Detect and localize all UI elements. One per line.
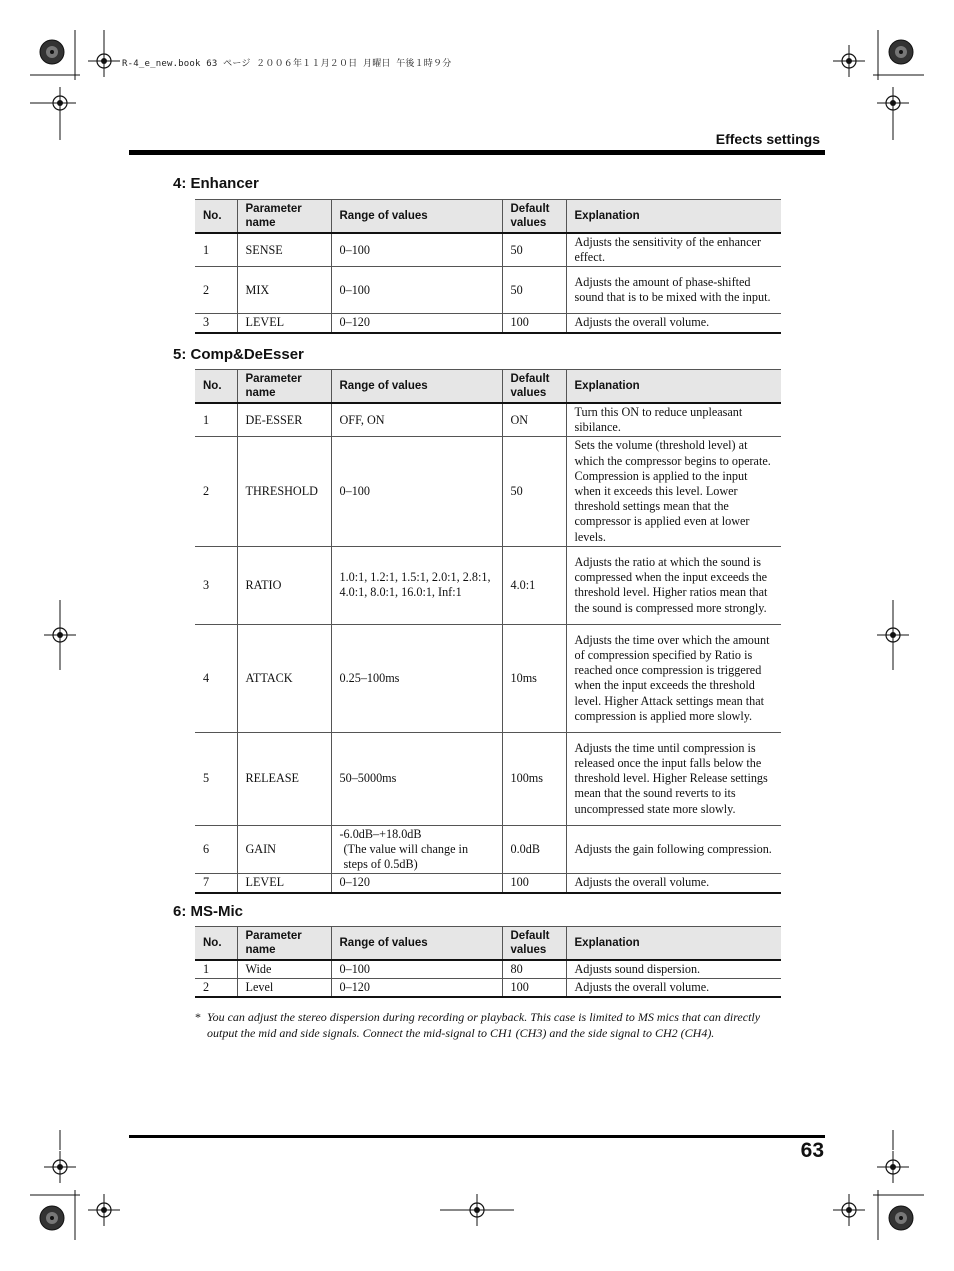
cell-explanation: Adjusts the amount of phase-shifted sound that is to be mixed with the input. — [566, 267, 781, 314]
cell-range: 0–120 — [331, 314, 502, 333]
cell-default: 50 — [502, 233, 566, 267]
cell-name: ATTACK — [237, 624, 331, 732]
footnote-marker: * — [195, 1010, 201, 1024]
cell-no: 2 — [195, 267, 237, 314]
cell-default: 100 — [502, 979, 566, 998]
cell-default: 50 — [502, 437, 566, 546]
table-row — [195, 546, 781, 624]
section-title-comp-deesser: 5: Comp&DeEsser — [173, 346, 304, 363]
col-header-no: No. — [195, 370, 237, 404]
table-row — [195, 403, 781, 437]
cell-range: 0–120 — [331, 979, 502, 998]
cell-range-note: (The value will change in steps of 0.5dB) — [343, 842, 469, 872]
cell-name: Wide — [237, 960, 331, 979]
table-row — [195, 960, 781, 979]
running-head: Effects settings — [715, 131, 820, 147]
cell-range — [331, 825, 502, 874]
cell-explanation: Adjusts the time over which the amount of compression specified by Ratio is reached once compression is triggered when the input exceeds the threshold level. Higher Attack settings mean that compression is applied more slowly. — [566, 624, 781, 732]
cell-explanation: Adjusts the ratio at which the sound is compressed when the input exceeds the threshold level. Higher ratios mean that the sound is compressed more strongly. — [566, 546, 781, 624]
cell-name: MIX — [237, 267, 331, 314]
cell-range: 0–120 — [331, 874, 502, 893]
page-number: 63 — [800, 1139, 824, 1162]
footnote-text: You can adjust the stereo dispersion during recording or playback. This case is limited to MS mics that can directly output the mid and side signals. Connect the mid-signal to CH1 (CH3) and the side signal to CH2 (CH4). — [207, 1010, 761, 1040]
cell-explanation: Adjusts the gain following compression. — [566, 825, 781, 874]
cell-no: 7 — [195, 874, 237, 893]
cell-default: 100 — [502, 314, 566, 333]
table-row — [195, 233, 781, 267]
cell-no: 2 — [195, 979, 237, 998]
ms-mic-table — [195, 926, 781, 998]
col-header-explanation: Explanation — [566, 927, 781, 961]
col-header-no: No. — [195, 927, 237, 961]
table-row — [195, 732, 781, 825]
cell-default: 10ms — [502, 624, 566, 732]
cell-name: GAIN — [237, 825, 331, 874]
col-header-no: No. — [195, 200, 237, 234]
col-header-parameter-name: Parameter name — [237, 200, 331, 234]
cell-explanation: Adjusts the overall volume. — [566, 979, 781, 998]
col-header-explanation: Explanation — [566, 200, 781, 234]
table-row — [195, 314, 781, 333]
bottom-rule — [129, 1135, 825, 1138]
cell-range: OFF, ON — [331, 403, 502, 437]
cell-explanation: Adjusts sound dispersion. — [566, 960, 781, 979]
cell-default: 100ms — [502, 732, 566, 825]
table-row — [195, 624, 781, 732]
enhancer-table — [195, 199, 781, 334]
cell-name: Level — [237, 979, 331, 998]
table-row — [195, 267, 781, 314]
cell-no: 5 — [195, 732, 237, 825]
cell-default: ON — [502, 403, 566, 437]
cell-name: THRESHOLD — [237, 437, 331, 546]
cell-explanation: Adjusts the overall volume. — [566, 314, 781, 333]
cell-default: 80 — [502, 960, 566, 979]
cell-no: 3 — [195, 546, 237, 624]
cell-default: 100 — [502, 874, 566, 893]
cell-range: 0–100 — [331, 267, 502, 314]
cell-name: SENSE — [237, 233, 331, 267]
cell-name: RELEASE — [237, 732, 331, 825]
cell-range: 50–5000ms — [331, 732, 502, 825]
col-header-parameter-name: Parameter name — [237, 370, 331, 404]
cell-no: 2 — [195, 437, 237, 546]
cell-no: 1 — [195, 960, 237, 979]
crop-header-text: R-4_e_new.book 63 ページ ２００６年１１月２０日 月曜日 午後１時９分 — [122, 59, 452, 69]
cell-no: 1 — [195, 233, 237, 267]
col-header-default: Default values — [502, 927, 566, 961]
cell-name: RATIO — [237, 546, 331, 624]
footnote — [195, 1009, 775, 1041]
cell-name: DE-ESSER — [237, 403, 331, 437]
table-row — [195, 979, 781, 998]
col-header-range: Range of values — [331, 370, 502, 404]
cell-explanation: Adjusts the sensitivity of the enhancer effect. — [566, 233, 781, 267]
cell-no: 3 — [195, 314, 237, 333]
cell-no: 1 — [195, 403, 237, 437]
cell-range: 0–100 — [331, 233, 502, 267]
cell-name: LEVEL — [237, 314, 331, 333]
cell-default: 0.0dB — [502, 825, 566, 874]
cell-range: 0–100 — [331, 437, 502, 546]
col-header-default: Default values — [502, 370, 566, 404]
cell-explanation: Adjusts the time until compression is released once the input falls below the threshold level. Higher Release settings mean that the sound reverts to its uncompressed state more slowly. — [566, 732, 781, 825]
cell-explanation: Turn this ON to reduce unpleasant sibilance. — [566, 403, 781, 437]
cell-range: 0.25–100ms — [331, 624, 502, 732]
table-row — [195, 874, 781, 893]
cell-default: 50 — [502, 267, 566, 314]
section-title-enhancer: 4: Enhancer — [173, 175, 259, 192]
cell-explanation: Adjusts the overall volume. — [566, 874, 781, 893]
col-header-explanation: Explanation — [566, 370, 781, 404]
cell-range: 0–100 — [331, 960, 502, 979]
table-row — [195, 437, 781, 546]
cell-no: 6 — [195, 825, 237, 874]
cell-range-value: -6.0dB–+18.0dB — [339, 826, 422, 841]
table-row — [195, 825, 781, 874]
cell-range: 1.0:1, 1.2:1, 1.5:1, 2.0:1, 2.8:1, 4.0:1, 8.0:1, 16.0:1, Inf:1 — [331, 546, 502, 624]
cell-no: 4 — [195, 624, 237, 732]
cell-default: 4.0:1 — [502, 546, 566, 624]
col-header-range: Range of values — [331, 200, 502, 234]
section-title-ms-mic: 6: MS-Mic — [173, 903, 244, 920]
cell-explanation: Sets the volume (threshold level) at which the compressor begins to operate. Compression is applied to the input when it exceeds this level. Lower threshold settings mean that the compressor is applied even at lower levels. — [566, 437, 781, 546]
col-header-default: Default values — [502, 200, 566, 234]
col-header-range: Range of values — [331, 927, 502, 961]
cell-name: LEVEL — [237, 874, 331, 893]
col-header-parameter-name: Parameter name — [237, 927, 331, 961]
comp-deesser-table — [195, 369, 781, 894]
top-rule — [129, 150, 825, 155]
